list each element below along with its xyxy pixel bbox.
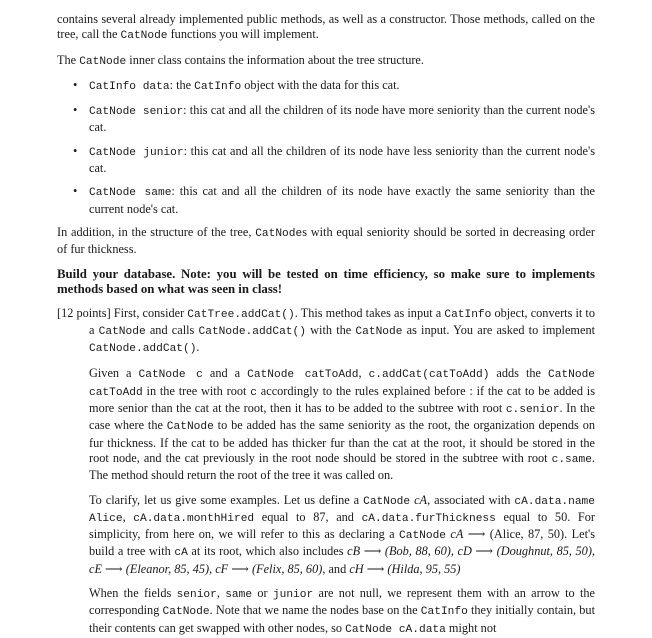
build-heading: Build your database. Note: you will be tested on time efficiency, so make sure to implements methods based on what was seen in class!	[57, 266, 595, 297]
sorting-paragraph: In addition, in the structure of the tree, CatNodes with equal seniority should be sorted in decreasing order of fur thickness.	[57, 224, 595, 257]
list-item: • CatNode junior: this cat and all the children of its node have less seniority than the current node's cat.	[73, 143, 595, 176]
bullet-icon: •	[73, 77, 78, 92]
question-paragraph: [12 points] First, consider CatTree.addCat(). This method takes as input a CatInfo object, converts it to a CatNode and calls CatNode.addCat() with the CatNode as input. You are asked to implement CatNode.addCat().	[57, 305, 596, 356]
list-item: • CatInfo data: the CatInfo object with the data for this cat.	[73, 77, 400, 93]
points-label: [12 points]	[57, 305, 111, 320]
fields-paragraph: When the fields senior, same or junior are not null, we represent them with an arrow to the corresponding CatNode. Note that we name the nodes base on the CatInfo they initially contain, but their contents can get swapped with other nodes, so CatNode cA.data might not	[89, 586, 595, 636]
intro-paragraph: contains several already implemented public methods, as well as a constructor. Those methods, called on the tree, call the CatNode functions you will implement.	[57, 12, 595, 43]
given-paragraph: Given a CatNode c and a CatNode catToAdd, c.addCat(catToAdd) adds the CatNode catToAdd in the tree with root c accordingly to the rules explained before : if the cat to be added is more senior than the cat at the root, then it has to be added to the subtree with root c.senior. In the case where the CatNode to be added has the same seniority as the root, the organization depends on fur thickness. If the cat to be added has thicker fur than the cat at the root, it should be stored in the root node, and the cat previously in the root node should be stored in the subtree with root c.same. The method should return the root of the tree it was called on.	[89, 366, 596, 483]
code-span: CatNode	[79, 55, 127, 68]
clarify-paragraph: To clarify, let us give some examples. Let us define a CatNode cA, associated with cA.data.name Alice, cA.data.monthHired equal to 87, and cA.data.furThickness equal to 50. For simplicity, from here on, we will refer to this as declaring a CatNode cA ⟶ (Alice, 87, 50). Let's build a tree with cA at its root, which also includes cB ⟶ (Bob, 88, 60), cD ⟶ (Doughnut, 85, 50), cE ⟶ (Eleanor, 85, 45), cF ⟶ (Felix, 85, 60), and cH ⟶ (Hilda, 95, 55)	[89, 492, 595, 576]
bullet-icon: •	[73, 143, 78, 158]
list-item: • CatNode same: this cat and all the children of its node have exactly the same seniority than the current node's cat.	[73, 184, 595, 216]
code-span: CatNode	[120, 30, 168, 43]
list-item: • CatNode senior: this cat and all the children of its node have more seniority than the current node's cat.	[73, 103, 595, 135]
document-page	[57, 12, 595, 638]
bullet-icon: •	[73, 184, 78, 199]
inner-class-paragraph: The CatNode inner class contains the information about the tree structure.	[57, 52, 424, 68]
field-list	[57, 78, 595, 217]
bullet-icon: •	[73, 103, 78, 118]
